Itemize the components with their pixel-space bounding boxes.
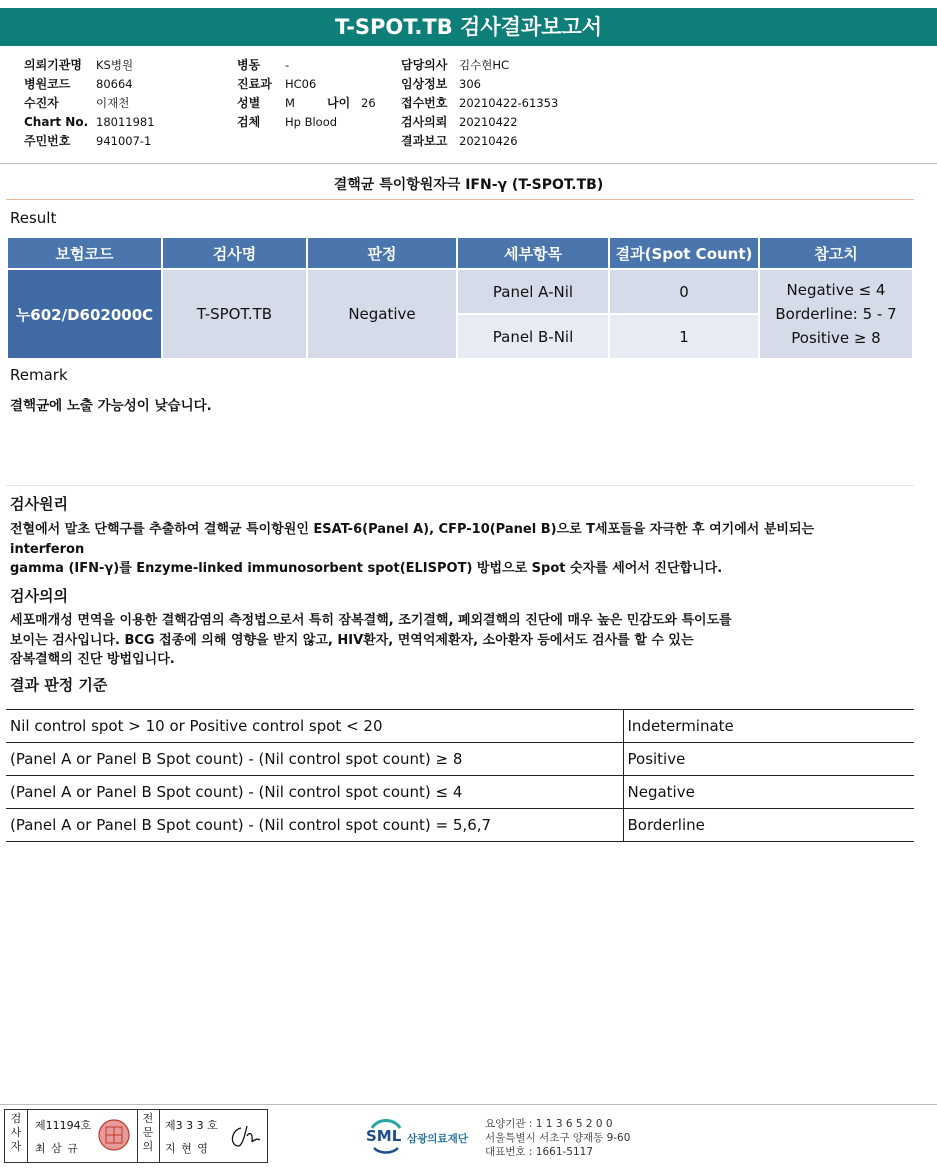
seal-icon <box>97 1118 131 1152</box>
examiner-label: 검사자 <box>10 1112 22 1153</box>
header-cell: 참고치 <box>760 238 912 268</box>
stamp-label-doctor <box>138 1112 158 1162</box>
header-cell: 세부항목 <box>458 238 608 268</box>
header-cell: 결과(Spot Count) <box>610 238 758 268</box>
signature-icon <box>227 1122 263 1152</box>
patient-info <box>0 56 937 164</box>
org-line: 대표번호 : 1661-5117 <box>485 1146 594 1158</box>
examiner-name: 최 삼 규 <box>35 1142 79 1155</box>
test-name: T-SPOT.TB <box>163 270 306 358</box>
test-subtitle: 결핵균 특이항원자극 IFN-γ (T-SPOT.TB) <box>333 177 604 193</box>
footer-divider <box>0 1104 937 1105</box>
sml-org-name: 삼광의료재단 <box>407 1133 468 1145</box>
reference-range <box>760 270 912 358</box>
info-row: 결과보고 20210426 <box>401 134 518 148</box>
info-row: 수진자 이재천 <box>24 96 130 110</box>
table-row <box>8 270 912 313</box>
examiner-license: 제11194호 <box>35 1119 92 1132</box>
criteria-result: Positive <box>623 743 914 776</box>
info-row: 접수번호 20210422-61353 <box>401 96 559 110</box>
org-line: 요양기관 : 1 1 3 6 5 2 0 0 <box>485 1118 613 1130</box>
stamp-divider <box>27 1110 28 1162</box>
info-row: 성별 M 나이 26 <box>237 96 376 110</box>
header-cell: 검사명 <box>163 238 306 268</box>
table-row <box>6 809 914 842</box>
info-column-2 <box>237 56 376 132</box>
info-row: 검체 Hp Blood <box>237 115 338 129</box>
principle-text: 전혈에서 말초 단핵구를 추출하여 결핵균 특이항원인 ESAT-6(Panel A), CFP-10(Panel B)으로 T세포들을 자극한 후 여기에서 분비되는 interferon gamma (IFN-γ)를 Enzyme-linked immunosorbent spot(ELISPOT) 방법으로 Spot 숫자를 세어서 진단합니다. <box>10 522 815 576</box>
result-table-header <box>8 238 912 268</box>
spot-count: 1 <box>610 315 758 358</box>
criteria-table <box>6 709 914 842</box>
info-column-1 <box>24 56 155 151</box>
org-line: 서울특별시 서초구 양재동 9-60 <box>485 1132 631 1144</box>
doctor-name: 지 현 영 <box>165 1142 209 1155</box>
header-cell: 판정 <box>308 238 456 268</box>
table-row <box>6 710 914 743</box>
remark-heading: Remark <box>10 366 68 384</box>
criteria-result: Indeterminate <box>623 710 914 743</box>
table-row <box>6 743 914 776</box>
info-row: 병동 - <box>237 58 290 72</box>
subtitle-divider <box>6 199 914 200</box>
spot-count: 0 <box>610 270 758 313</box>
info-column-3 <box>401 56 558 151</box>
criteria-result: Negative <box>623 776 914 809</box>
info-row: 주민번호 941007-1 <box>24 134 152 148</box>
org-info <box>485 1117 630 1159</box>
reference-line: Borderline: 5 - 7 <box>775 305 897 323</box>
judgment-value: Negative <box>308 270 456 358</box>
remark-section <box>6 362 914 486</box>
insurance-code: 누602/D602000C <box>8 270 161 358</box>
info-row: 임상정보 306 <box>401 77 481 91</box>
table-row <box>6 776 914 809</box>
stamp-divider <box>159 1110 160 1162</box>
info-row: 검사의뢰 20210422 <box>401 115 518 129</box>
criteria-condition: Nil control spot > 10 or Positive control spot < 20 <box>6 710 623 743</box>
principle-heading: 검사원리 <box>10 495 68 513</box>
criteria-condition: (Panel A or Panel B Spot count) - (Nil control spot count) ≥ 8 <box>6 743 623 776</box>
criteria-condition: (Panel A or Panel B Spot count) - (Nil control spot count) = 5,6,7 <box>6 809 623 842</box>
info-row: Chart No. 18011981 <box>24 115 155 129</box>
detail-item: Panel B-Nil <box>458 315 608 358</box>
criteria-heading: 결과 판정 기준 <box>10 676 108 694</box>
result-heading: Result <box>10 209 57 227</box>
detail-item: Panel A-Nil <box>458 270 608 313</box>
reference-line: Positive ≥ 8 <box>791 329 881 347</box>
criteria-result: Borderline <box>623 809 914 842</box>
info-row: 병원코드 80664 <box>24 77 133 91</box>
info-row: 의뢰기관명 KS병원 <box>24 58 134 72</box>
doctor-label: 전문의 <box>142 1112 154 1153</box>
info-row: 진료과 HC06 <box>237 77 317 91</box>
stamp-label-examiner <box>6 1112 26 1162</box>
result-table <box>6 236 914 360</box>
remark-text: 결핵균에 노출 가능성이 낮습니다. <box>10 398 212 414</box>
sml-logo-text: SML <box>366 1127 402 1145</box>
info-row: 담당의사 김수현HC <box>401 58 510 72</box>
reference-line: Negative ≤ 4 <box>786 281 886 299</box>
significance-heading: 검사의의 <box>10 587 68 605</box>
doctor-license: 제3 3 3 호 <box>165 1119 218 1132</box>
significance-text: 세포매개성 면역을 이용한 결핵감염의 측정법으로서 특히 잠복결핵, 조기결핵, 폐외결핵의 진단에 매우 높은 민감도와 특이도를 보이는 검사입니다. BCG 접종에 의해 영향을 받지 않고, HIV환자, 면역억제환자, 소아환자 등에서도 검사를 할 수 있는 잠복결핵의 진단 방법입니다. <box>10 613 732 667</box>
criteria-condition: (Panel A or Panel B Spot count) - (Nil control spot count) ≤ 4 <box>6 776 623 809</box>
header-cell: 보험코드 <box>8 238 161 268</box>
report-title: T-SPOT.TB 검사결과보고서 <box>0 8 937 46</box>
signature-stamp <box>4 1109 268 1163</box>
